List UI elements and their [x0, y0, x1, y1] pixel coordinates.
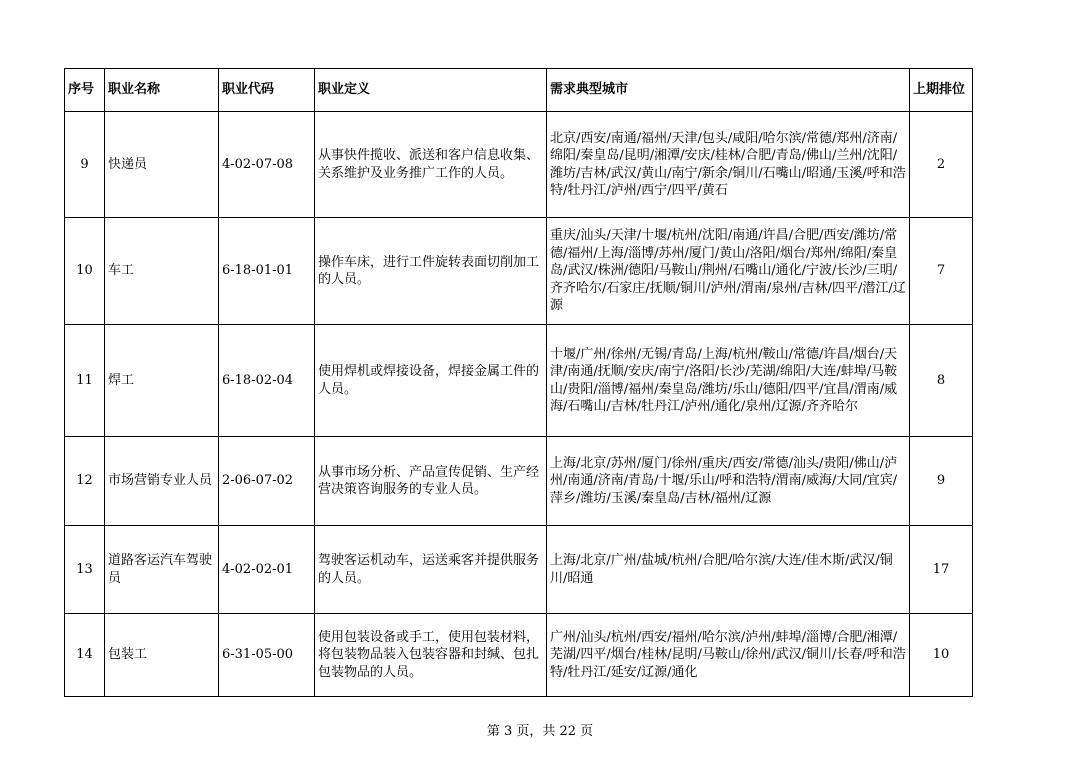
row-definition: 使用包装设备或手工，使用包装材料，将包装物品装入包装容器和封缄、包扎包装物品的人员。: [315, 614, 547, 697]
occupation-table: [64, 68, 973, 697]
row-definition: 从事快件揽收、派送和客户信息收集、关系维护及业务推广工作的人员。: [315, 112, 547, 218]
row-cities: 十堰/广州/徐州/无锡/青岛/上海/杭州/鞍山/常德/许昌/烟台/天津/南通/抚顺/安庆/南宁/洛阳/长沙/芜湖/绵阳/大连/蚌埠/马鞍山/贵阳/淄博/福州/秦皇岛/潍坊/乐山/德阳/四平/宜昌/渭南/威海/石嘴山/吉林/牡丹江/泸州/通化/泉州/辽源/齐齐哈尔: [547, 325, 910, 437]
header-code: 职业代码: [219, 69, 315, 112]
table-header-row: [65, 69, 973, 112]
header-definition: 职业定义: [315, 69, 547, 112]
row-name: 焊工: [105, 325, 219, 437]
row-name: 车工: [105, 218, 219, 325]
row-definition: 驾驶客运机动车，运送乘客并提供服务的人员。: [315, 526, 547, 614]
row-name: 市场营销专业人员: [105, 437, 219, 526]
row-cities: 广州/汕头/杭州/西安/福州/哈尔滨/泸州/蚌埠/淄博/合肥/湘潭/芜湖/四平/烟台/桂林/昆明/马鞍山/徐州/武汉/铜川/长春/呼和浩特/牡丹江/延安/辽源/通化: [547, 614, 910, 697]
row-rank: 2: [910, 112, 973, 218]
row-cities: 重庆/汕头/天津/十堰/杭州/沈阳/南通/许昌/合肥/西安/潍坊/常德/福州/上海/淄博/苏州/厦门/黄山/洛阳/烟台/郑州/绵阳/秦皇岛/武汉/株洲/德阳/马鞍山/荆州/石嘴山/通化/宁波/长沙/三明/齐齐哈尔/石家庄/抚顺/铜川/泸州/渭南/泉州/吉林/四平/潜江/辽源: [547, 218, 910, 325]
row-rank: 9: [910, 437, 973, 526]
row-definition: 从事市场分析、产品宣传促销、生产经营决策咨询服务的专业人员。: [315, 437, 547, 526]
row-name: 快递员: [105, 112, 219, 218]
header-no: 序号: [65, 69, 105, 112]
table-row: [65, 437, 973, 526]
page-number-footer: 第 3 页，共 22 页: [486, 724, 594, 739]
row-definition: 操作车床，进行工件旋转表面切削加工的人员。: [315, 218, 547, 325]
row-code: 6-18-01-01: [219, 218, 315, 325]
row-rank: 7: [910, 218, 973, 325]
row-no: 9: [65, 112, 105, 218]
table-row: [65, 112, 973, 218]
row-name: 包装工: [105, 614, 219, 697]
row-no: 14: [65, 614, 105, 697]
header-rank: 上期排位: [910, 69, 973, 112]
row-cities: 上海/北京/苏州/厦门/徐州/重庆/西安/常德/汕头/贵阳/佛山/泸州/南通/济南/青岛/十堰/乐山/呼和浩特/渭南/威海/大同/宜宾/萍乡/潍坊/玉溪/秦皇岛/吉林/福州/辽源: [547, 437, 910, 526]
row-name: 道路客运汽车驾驶员: [105, 526, 219, 614]
table-row: [65, 614, 973, 697]
row-code: 4-02-07-08: [219, 112, 315, 218]
row-no: 11: [65, 325, 105, 437]
header-cities: 需求典型城市: [547, 69, 910, 112]
row-definition: 使用焊机或焊接设备，焊接金属工件的人员。: [315, 325, 547, 437]
row-no: 12: [65, 437, 105, 526]
row-no: 10: [65, 218, 105, 325]
row-rank: 8: [910, 325, 973, 437]
row-code: 4-02-02-01: [219, 526, 315, 614]
row-code: 6-31-05-00: [219, 614, 315, 697]
header-name: 职业名称: [105, 69, 219, 112]
row-code: 6-18-02-04: [219, 325, 315, 437]
row-code: 2-06-07-02: [219, 437, 315, 526]
table-row: [65, 218, 973, 325]
row-rank: 17: [910, 526, 973, 614]
row-cities: 上海/北京/广州/盐城/杭州/合肥/哈尔滨/大连/佳木斯/武汉/铜川/昭通: [547, 526, 910, 614]
table-row: [65, 325, 973, 437]
row-rank: 10: [910, 614, 973, 697]
row-no: 13: [65, 526, 105, 614]
row-cities: 北京/西安/南通/福州/天津/包头/咸阳/哈尔滨/常德/郑州/济南/绵阳/秦皇岛/昆明/湘潭/安庆/桂林/合肥/青岛/佛山/兰州/沈阳/潍坊/吉林/武汉/黄山/南宁/新余/铜川/石嘴山/昭通/玉溪/呼和浩特/牡丹江/泸州/西宁/四平/黄石: [547, 112, 910, 218]
table-row: [65, 526, 973, 614]
